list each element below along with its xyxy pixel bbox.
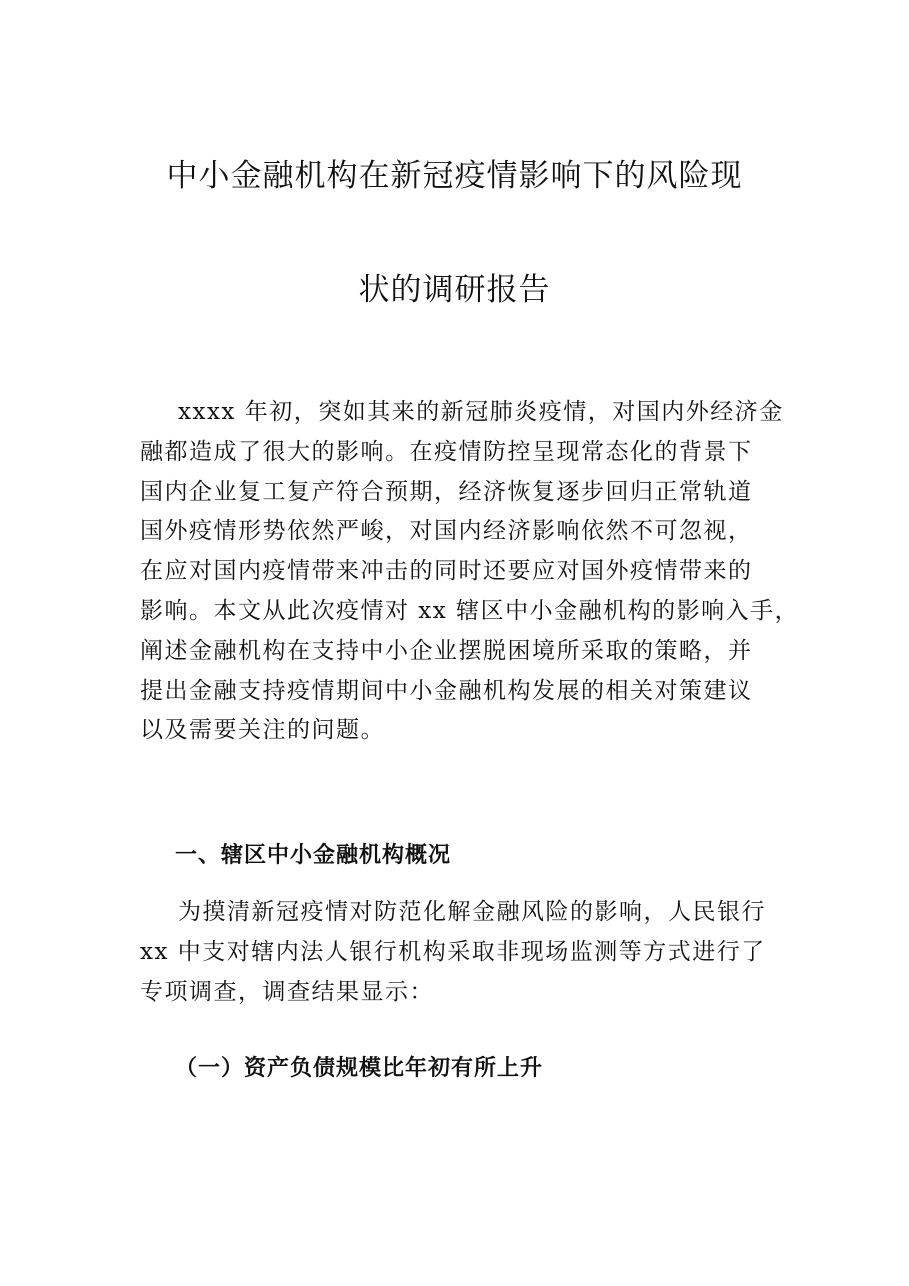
intro-line: 国内企业复工复产符合预期，经济恢复逐步回归正常轨道 bbox=[140, 478, 753, 505]
intro-line: 国外疫情形势依然严峻，对国内经济影响依然不可忽视， bbox=[140, 518, 753, 545]
intro-line: 在应对国内疫情带来冲击的同时还要应对国外疫情带来的 bbox=[140, 558, 753, 585]
intro-line: 影响。本文从此次疫情对 xx 辖区中小金融机构的影响入手， bbox=[140, 597, 800, 624]
intro-line: 融都造成了很大的影响。在疫情防控呈现常态化的背景下 bbox=[140, 438, 753, 465]
intro-paragraph bbox=[140, 393, 800, 751]
section-heading: 一、辖区中小金融机构概况 bbox=[175, 843, 452, 868]
intro-line: 提出金融支持疫情期间中小金融机构发展的相关对策建议 bbox=[140, 677, 753, 704]
intro-line: 阐述金融机构在支持中小企业摆脱困境所采取的策略，并 bbox=[140, 637, 753, 664]
intro-line: xxxx 年初，突如其来的新冠肺炎疫情，对国内外经济金 bbox=[178, 399, 784, 425]
document-title-line-1: 中小金融机构在新冠疫情影响下的风险现 bbox=[166, 158, 743, 194]
paragraph-line: 专项调查，调查结果显示： bbox=[140, 978, 434, 1005]
intro-line: 以及需要关注的问题。 bbox=[140, 717, 385, 744]
section-1-paragraph bbox=[140, 893, 780, 1012]
subsection-heading: （一）资产负债规模比年初有所上升 bbox=[175, 1056, 544, 1081]
document-title-line-2: 状的调研报告 bbox=[358, 272, 551, 308]
paragraph-line: 为摸清新冠疫情对防范化解金融风险的影响，人民银行 bbox=[178, 899, 766, 925]
paragraph-line: xx 中支对辖内法人银行机构采取非现场监测等方式进行了 bbox=[140, 938, 766, 965]
